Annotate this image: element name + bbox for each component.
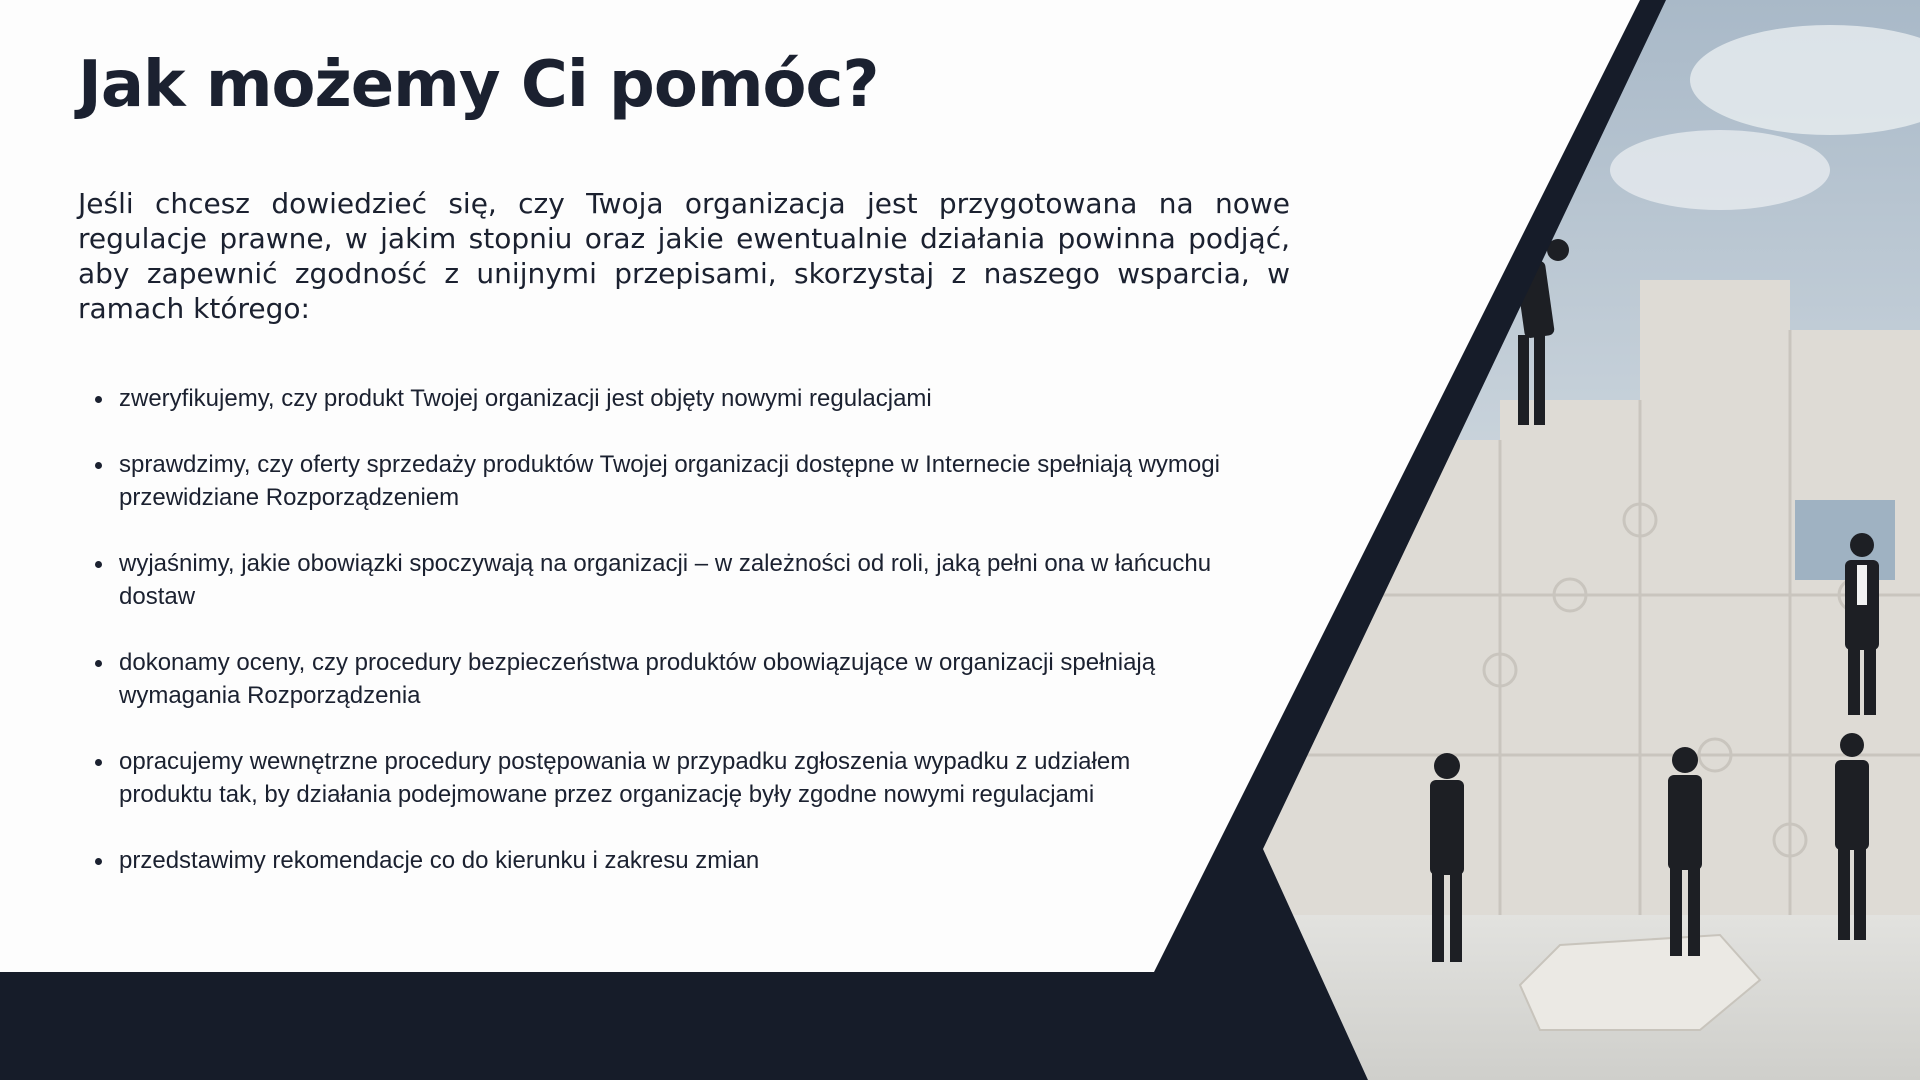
list-item: zweryfikujemy, czy produkt Twojej organizacji jest objęty nowymi regulacjami [78,382,1228,415]
page-title: Jak możemy Ci pomóc? [78,48,879,122]
list-item: dokonamy oceny, czy procedury bezpieczeństwa produktów obowiązujące w organizacji spełniają wymagania Rozporządzenia [78,646,1228,712]
service-list [78,382,1228,910]
list-item: wyjaśnimy, jakie obowiązki spoczywają na organizacji – w zależności od roli, jaką pełni ona w łańcuchu dostaw [78,547,1228,613]
list-item: opracujemy wewnętrzne procedury postępowania w przypadku zgłoszenia wypadku z udziałem produktu tak, by działania podejmowane przez organizację były zgodne nowymi regulacjami [78,745,1228,811]
list-item: sprawdzimy, czy oferty sprzedaży produktów Twojej organizacji dostępne w Internecie spełniają wymogi przewidziane Rozporządzeniem [78,448,1228,514]
list-item: przedstawimy rekomendacje co do kierunku i zakresu zmian [78,844,1228,877]
intro-paragraph: Jeśli chcesz dowiedzieć się, czy Twoja organizacja jest przygotowana na nowe regulacje prawne, w jakim stopniu oraz jakie ewentualnie działania powinna podjąć, aby zapewnić zgodność z unijnymi przepisami, skorzystaj z naszego wsparcia, w ramach którego: [78,187,1290,325]
